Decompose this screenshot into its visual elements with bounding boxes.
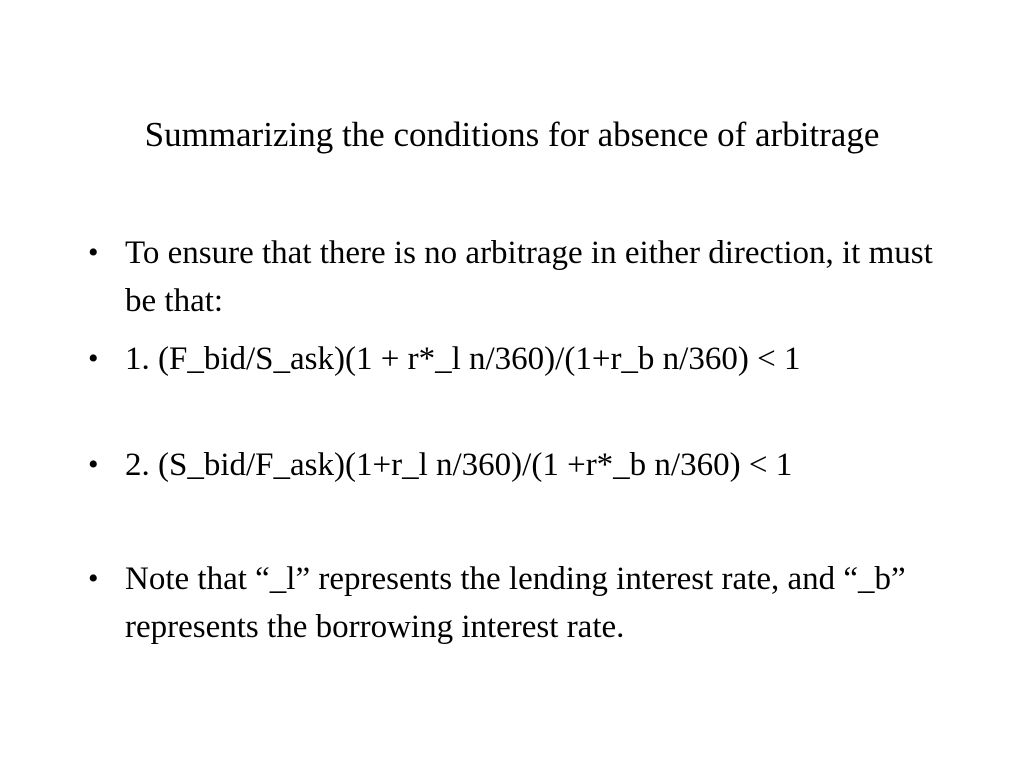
bullet-dot-icon: • (88, 342, 99, 375)
bullet-dot-icon: • (88, 448, 99, 481)
bullet-item (88, 555, 928, 651)
bullet-item (88, 229, 938, 325)
bullet-dot-icon: • (88, 562, 99, 595)
bullet-item (88, 335, 918, 383)
bullet-text: 2. (S_bid/F_ask)(1+r_l n/360)/(1 +r*_b n/360) < 1 (125, 447, 793, 483)
bullet-text: 1. (F_bid/S_ask)(1 + r*_l n/360)/(1+r_b n/360) < 1 (125, 341, 801, 377)
bullet-item (88, 441, 938, 489)
bullet-text: Note that “_l” represents the lending interest rate, and “_b” represents the borrowing interest rate. (125, 561, 906, 645)
slide-title: Summarizing the conditions for absence of arbitrage (144, 115, 880, 154)
bullet-dot-icon: • (88, 236, 99, 269)
bullet-text: To ensure that there is no arbitrage in either direction, it must be that: (125, 235, 933, 319)
